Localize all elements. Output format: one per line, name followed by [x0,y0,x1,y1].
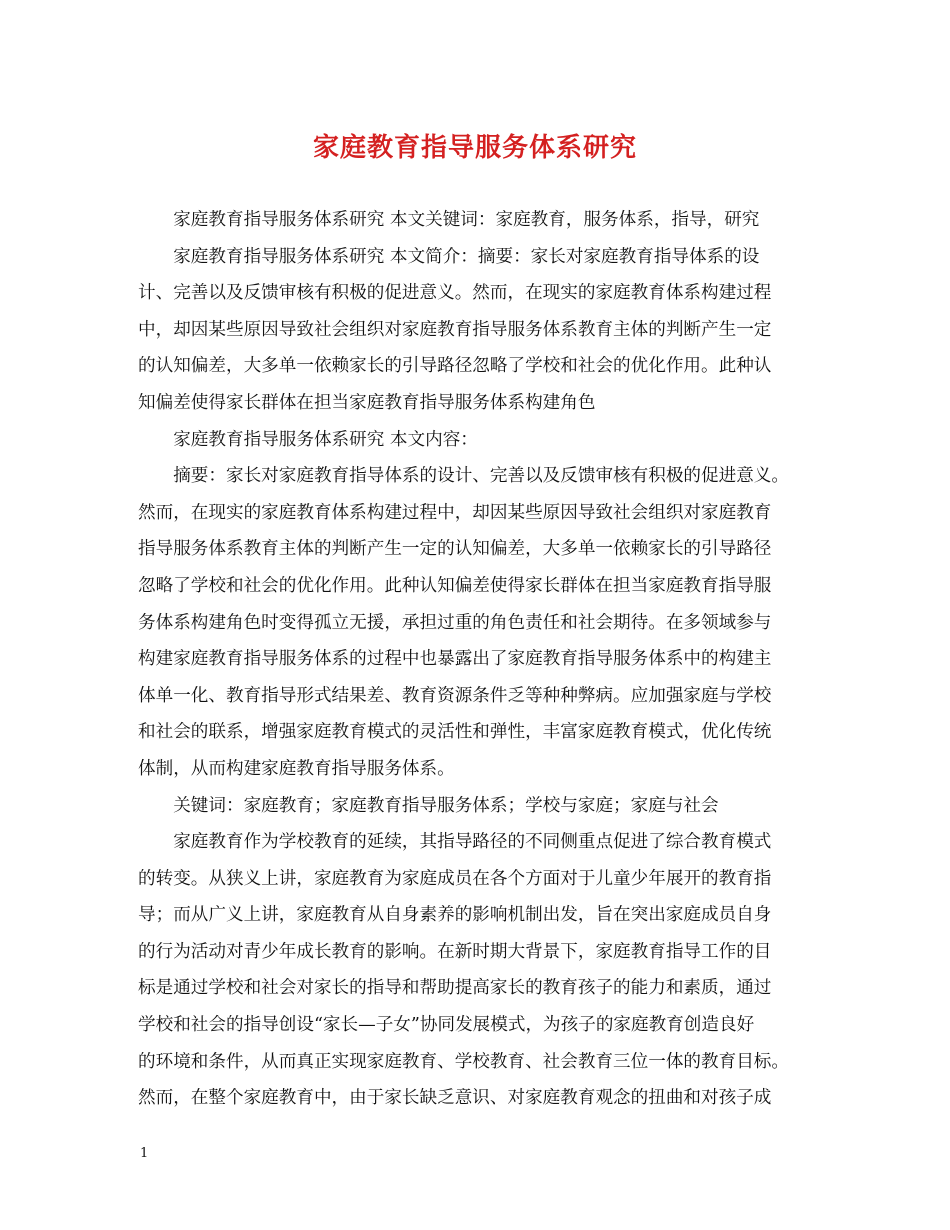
text-line: 的行为活动对青少年成长教育的影响。在新时期大背景下，家庭教育指导工作的目 [138,941,772,962]
text-line: 学校和社会的指导创设“家长—子女”协同发展模式，为孩子的家庭教育创造良好 [138,1015,755,1036]
text-line: 标是通过学校和社会对家长的指导和帮助提高家长的教育孩子的能力和素质，通过 [138,978,772,999]
text-line: 的认知偏差，大多单一依赖家长的引导路径忽略了学校和社会的优化作用。此种认 [138,356,772,377]
text-line: 体制，从而构建家庭教育指导服务体系。 [138,758,455,779]
text-line: 的转变。从狭义上讲，家庭教育为家庭成员在各个方面对于儿童少年展开的教育指 [138,868,772,889]
text-line: 务体系构建角色时变得孤立无援，承担过重的角色责任和社会期待。在多领域参与 [138,612,772,633]
text-line: 家庭教育指导服务体系研究 本文简介：摘要：家长对家庭教育指导体系的设 [173,246,760,267]
text-line: 然而，在现实的家庭教育体系构建过程中，却因某些原因导致社会组织对家庭教育 [138,502,772,523]
text-line: 导；而从广义上讲，家庭教育从自身素养的影响机制出发，旨在突出家庭成员自身 [138,905,772,926]
text-line: 家庭教育指导服务体系研究 本文关键词：家庭教育，服务体系，指导，研究 [173,210,760,230]
text-line: 忽略了学校和社会的优化作用。此种认知偏差使得家长群体在担当家庭教育指导服 [138,575,772,596]
text-line: 和社会的联系，增强家庭教育模式的灵活性和弹性，丰富家庭教育模式，优化传统 [138,722,772,743]
text-line: 构建家庭教育指导服务体系的过程中也暴露出了家庭教育指导服务体系中的构建主 [138,649,772,670]
text-line: 知偏差使得家长群体在担当家庭教育指导服务体系构建角色 [138,392,596,413]
page-number: 1 [140,1146,149,1161]
document-title: 家庭教育指导服务体系研究 [312,133,637,163]
text-line: 指导服务体系教育主体的判断产生一定的认知偏差，大多单一依赖家长的引导路径 [138,539,772,560]
text-line: 然而，在整个家庭教育中，由于家长缺乏意识、对家庭教育观念的扭曲和对孩子成 [138,1088,772,1109]
text-line: 摘要：家长对家庭教育指导体系的设计、完善以及反馈审核有积极的促进意义。 [173,466,789,487]
text-line: 的环境和条件，从而真正实现家庭教育、学校教育、社会教育三位一体的教育目标。 [138,1051,789,1072]
text-line: 家庭教育指导服务体系研究 本文内容： [173,429,478,450]
text-line: 中，却因某些原因导致社会组织对家庭教育指导服务体系教育主体的判断产生一定 [138,319,772,340]
text-line: 关键词：家庭教育；家庭教育指导服务体系；学校与家庭；家庭与社会 [173,795,719,816]
text-line: 计、完善以及反馈审核有积极的促进意义。然而，在现实的家庭教育体系构建过程 [138,283,772,304]
text-line: 家庭教育作为学校教育的延续，其指导路径的不同侧重点促进了综合教育模式 [173,832,772,853]
document-body [138,202,818,1117]
text-line: 体单一化、教育指导形式结果差、教育资源条件乏等种种弊病。应加强家庭与学校 [138,685,772,706]
